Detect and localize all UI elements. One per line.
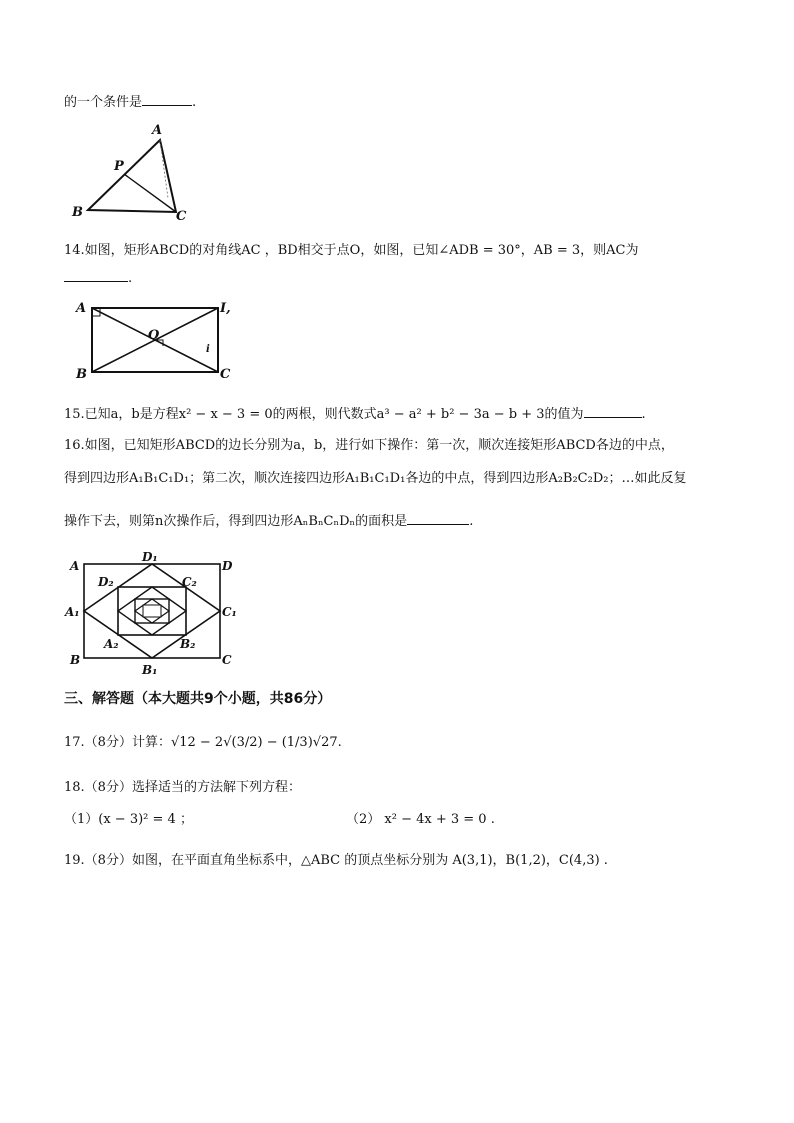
- label-b: B: [70, 653, 81, 667]
- q17-prefix: 17.（8分）计算：: [64, 735, 171, 750]
- rectangle-level6: [143, 605, 161, 617]
- label-a: A: [70, 559, 80, 573]
- q16-line3: [64, 511, 473, 531]
- q13-tail: [64, 92, 196, 112]
- label-p: P: [114, 159, 124, 174]
- q16-line1: [64, 437, 674, 455]
- q13-tail-text: 的一个条件是: [64, 95, 143, 110]
- q15-text: [64, 404, 646, 424]
- label-a2: A₂: [104, 637, 119, 651]
- label-d2: D₂: [98, 575, 114, 589]
- label-c: C: [176, 209, 187, 224]
- label-b2: B₂: [180, 637, 196, 651]
- label-mark: i: [206, 344, 210, 355]
- label-c1: C₁: [222, 605, 237, 619]
- q15-question: 15.已知a，b是方程x² − x − 3 = 0的两根，则代数式a³ − a² + b² − 3a − b + 3的值为: [64, 407, 584, 422]
- q16-nested-figure: [62, 550, 242, 676]
- label-c: C: [222, 653, 232, 667]
- label-d: I,: [220, 301, 231, 316]
- rhombus-level5: [135, 599, 169, 623]
- section-three-heading: [64, 690, 331, 708]
- rhombus-level3: [118, 587, 186, 635]
- q15-end-punct: .: [641, 407, 646, 422]
- q14-question: 14.如图，矩形ABCD的对角线AC ，BD相交于点O，如图，已知∠ADB = 30°，AB = 3，则AC为: [64, 243, 639, 258]
- answer-blank: [64, 268, 128, 282]
- label-b: B: [76, 367, 87, 382]
- q14-answer-line: [64, 268, 132, 288]
- q18-line: [64, 779, 301, 797]
- answer-blank: [407, 511, 469, 525]
- label-c: C: [220, 367, 231, 382]
- section-three-heading-text: 三、解答题（本大题共9个小题，共86分）: [64, 691, 332, 707]
- q19-text: 19.（8分）如图，在平面直角坐标系中，△ABC 的顶点坐标分别为 A(3,1)，B(1,2)，C(4,3) .: [64, 853, 608, 868]
- rectangle-level4: [135, 599, 169, 623]
- label-b: B: [72, 205, 83, 220]
- label-a: A: [152, 123, 163, 138]
- q16-line2: [64, 470, 686, 488]
- q19-line: [64, 852, 608, 870]
- q14-rectangle-figure: [72, 296, 242, 386]
- label-a: A: [76, 301, 87, 316]
- q16-text-line1: 16.如图，已知矩形ABCD的边长分别为a，b，进行如下操作：第一次，顺次连接矩形ABCD各边的中点，: [64, 438, 674, 453]
- q17-line: [64, 734, 342, 752]
- label-d1: D₁: [142, 550, 158, 564]
- q17-end-punct: .: [337, 735, 342, 750]
- q18-part1: [64, 811, 193, 829]
- q14-text: [64, 242, 639, 260]
- label-o: O: [148, 328, 160, 343]
- rectangle-a2b2c2d2: [118, 587, 186, 635]
- label-b1: B₁: [142, 663, 158, 676]
- label-d: D: [222, 559, 233, 573]
- q18-part1-text: （1）(x − 3)² = 4 ；: [64, 812, 193, 827]
- q17-expression: √12 − 2√(3/2) − (1/3)√27: [170, 735, 338, 750]
- label-c2: C₂: [182, 575, 197, 589]
- q18-text: 18.（8分）选择适当的方法解下列方程：: [64, 780, 301, 795]
- q13-end-punct: .: [192, 95, 197, 110]
- q14-end-punct: .: [128, 271, 133, 286]
- q13-triangle-figure: [62, 118, 202, 226]
- triangle-abc: [88, 140, 176, 212]
- q16-text-line2: 得到四边形A₁B₁C₁D₁；第二次，顺次连接四边形A₁B₁C₁D₁各边的中点，得到四边形A₂B₂C₂D₂；…如此反复: [64, 471, 687, 486]
- label-a1: A₁: [65, 605, 80, 619]
- q18-part2: [346, 811, 495, 829]
- q16-end-punct: .: [469, 514, 474, 529]
- answer-blank: [142, 92, 192, 106]
- q16-text-line3: 操作下去，则第n次操作后，得到四边形AₙBₙCₙDₙ的面积是: [64, 514, 408, 529]
- answer-blank: [584, 404, 642, 418]
- q18-part2-text: （2） x² − 4x + 3 = 0 .: [346, 812, 495, 827]
